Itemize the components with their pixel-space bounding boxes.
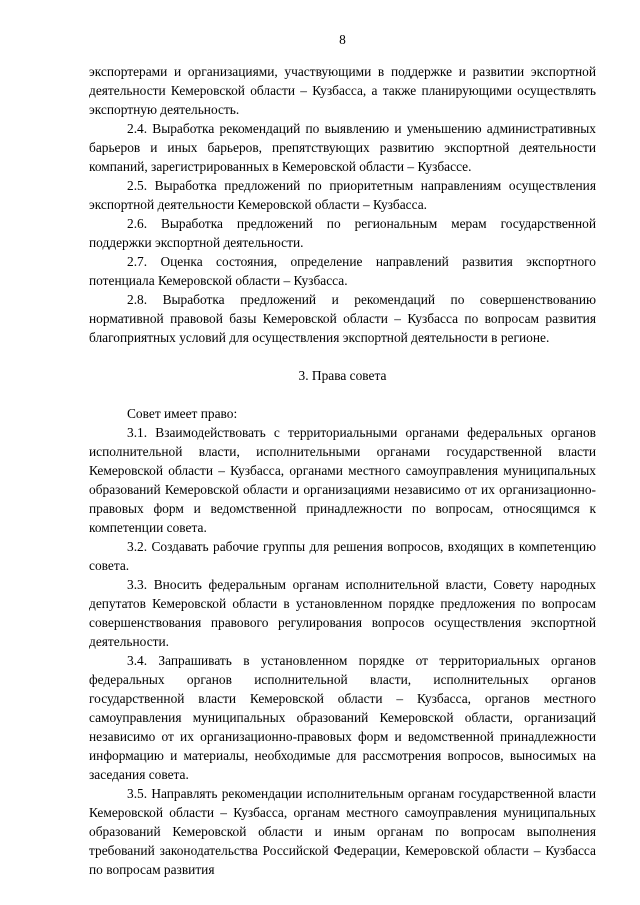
paragraph-2-6: 2.6. Выработка предложений по региональным мерам государственной поддержки экспортной деятельности.: [89, 216, 596, 250]
document-page: [89, 30, 596, 879]
paragraph-3-3: 3.3. Вносить федеральным органам исполнительной власти, Совету народных депутатов Кемеровской области в установленном порядке предложения по вопросам совершенствования правового регулирования вопросов осуществления экспортной деятельности.: [89, 577, 596, 649]
paragraph-2-4: 2.4. Выработка рекомендаций по выявлению и уменьшению административных барьеров и иных барьеров, препятствующих развитию экспортной деятельности компаний, зарегистрированных в Кемеровской области – Кузбассе.: [89, 121, 596, 174]
paragraph-2-5: 2.5. Выработка предложений по приоритетным направлениям осуществления экспортной деятельности Кемеровской области – Кузбасса.: [89, 178, 596, 212]
section-intro: Совет имеет право:: [127, 406, 238, 421]
section-heading: 3. Права совета: [298, 368, 387, 383]
paragraph-3-2: 3.2. Создавать рабочие группы для решения вопросов, входящих в компетенцию совета.: [89, 539, 596, 573]
paragraph-2-7: 2.7. Оценка состояния, определение направлений развития экспортного потенциала Кемеровской области – Кузбасса.: [89, 254, 596, 288]
page-number: 8: [339, 32, 346, 47]
paragraph-3-4: 3.4. Запрашивать в установленном порядке от территориальных органов федеральных органов исполнительной власти, исполнительных органов государственной власти Кемеровской области – Кузбасса, органов местного самоуправления муниципальных образований Кемеровской области, организаций независимо от их организационно-правовых форм и ведомственной принадлежности информацию и материалы, необходимые для рассмотрения вопросов, выносимых на заседания совета.: [89, 653, 596, 782]
paragraph-2-8: 2.8. Выработка предложений и рекомендаций по совершенствованию нормативной правовой базы Кемеровской области – Кузбасса по вопросам развития благоприятных условий для осуществления экспортной деятельности в регионе.: [89, 292, 596, 345]
paragraph-3-5: 3.5. Направлять рекомендации исполнительным органам государственной власти Кемеровской области – Кузбасса, органам местного самоуправления муниципальных образований Кемеровской области и иным органам по вопросам выполнения требований законодательства Российской Федерации, Кемеровской области – Кузбасса по вопросам развития: [89, 786, 596, 877]
paragraph-continuation: экспортерами и организациями, участвующими в поддержке и развитии экспортной деятельности Кемеровской области – Кузбасса, а также планирующими осуществлять экспортную деятельность.: [89, 64, 596, 117]
paragraph-3-1: 3.1. Взаимодействовать с территориальными органами федеральных органов исполнительной власти, исполнительными органами государственной власти Кемеровской области – Кузбасса, органами местного самоуправления муниципальных образований Кемеровской области и организациями независимо от их организационно-правовых форм и ведомственной принадлежности по вопросам, относящимся к компетенции совета.: [89, 425, 596, 535]
